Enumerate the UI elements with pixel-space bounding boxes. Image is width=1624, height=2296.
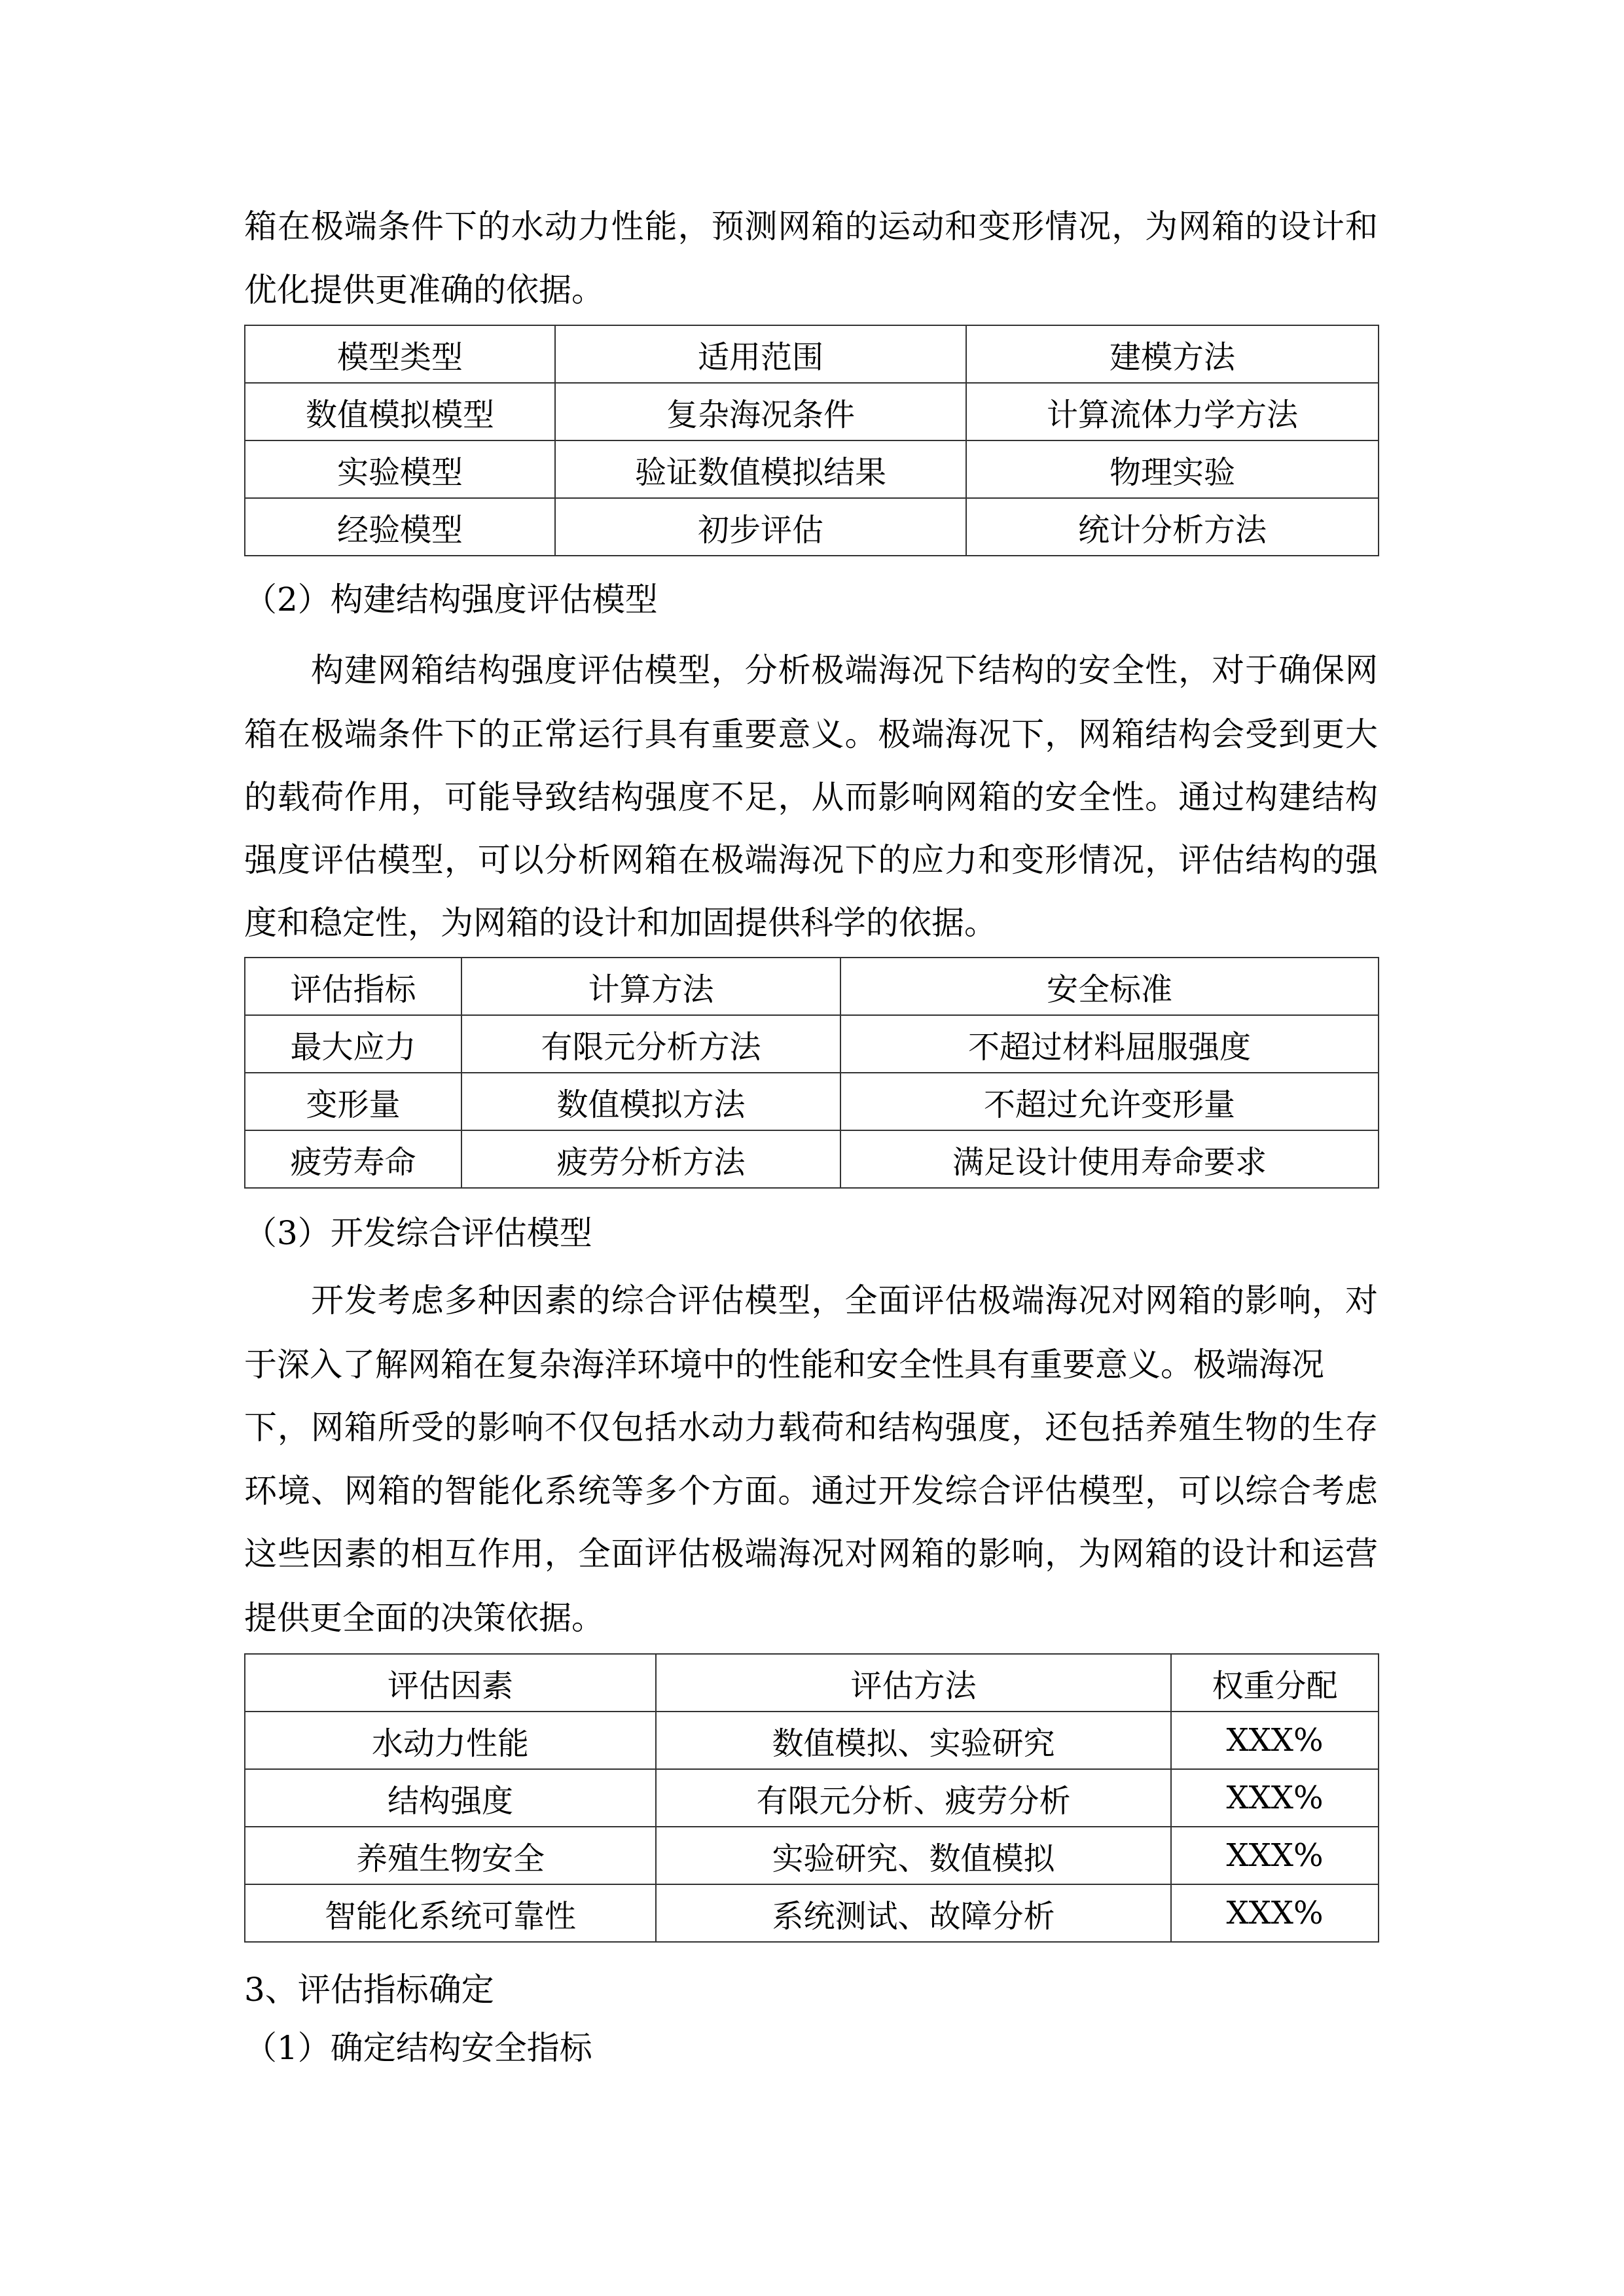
table-cell: 水动力性能 — [245, 1712, 656, 1769]
table-row — [245, 1884, 1379, 1942]
table-row — [245, 1712, 1379, 1769]
table-row — [245, 1073, 1379, 1130]
table-cell: 复杂海况条件 — [555, 383, 966, 440]
table-cell: 最大应力 — [245, 1015, 461, 1073]
table-header-cell: 建模方法 — [966, 325, 1379, 383]
table-cell: 数值模拟方法 — [461, 1073, 840, 1130]
table-header-cell: 评估因素 — [245, 1654, 656, 1712]
table-header-cell: 评估方法 — [656, 1654, 1171, 1712]
table-cell: 物理实验 — [966, 440, 1379, 498]
paragraph-line: 提供更全面的决策依据。 — [244, 1599, 604, 1637]
paragraph-line: 的载荷作用，可能导致结构强度不足，从而影响网箱的安全性。通过构建结构 — [244, 778, 1378, 816]
paragraph-line: 这些因素的相互作用，全面评估极端海况对网箱的影响，为网箱的设计和运营 — [244, 1535, 1378, 1573]
table-row — [245, 1015, 1379, 1073]
section-title: 3、评估指标确定 — [244, 1971, 494, 2009]
table-cell: 有限元分析、疲劳分析 — [656, 1769, 1171, 1827]
model-types-table — [244, 325, 1379, 556]
section-heading-3: （3）开发综合评估模型 — [244, 1214, 592, 1252]
table-cell: 疲劳分析方法 — [461, 1130, 840, 1188]
table-header-row — [245, 958, 1379, 1015]
table-header-cell: 适用范围 — [555, 325, 966, 383]
table-cell: XXX% — [1171, 1769, 1379, 1827]
section-heading-2: （2）构建结构强度评估模型 — [244, 581, 658, 619]
table-header-cell: 安全标准 — [840, 958, 1379, 1015]
paragraph-line: 于深入了解网箱在复杂海洋环境中的性能和安全性具有重要意义。极端海况 — [244, 1346, 1324, 1384]
table-row — [245, 1769, 1379, 1827]
table-cell: 疲劳寿命 — [245, 1130, 461, 1188]
table-cell: 满足设计使用寿命要求 — [840, 1130, 1379, 1188]
table-cell: 经验模型 — [245, 498, 555, 556]
table-header-cell: 权重分配 — [1171, 1654, 1379, 1712]
table-row — [245, 383, 1379, 440]
structural-strength-table — [244, 957, 1379, 1189]
table-row — [245, 498, 1379, 556]
paragraph-line: 箱在极端条件下的正常运行具有重要意义。极端海况下，网箱结构会受到更大 — [244, 715, 1378, 753]
table-header-cell: 计算方法 — [461, 958, 840, 1015]
paragraph-line: 下，网箱所受的影响不仅包括水动力载荷和结构强度，还包括养殖生物的生存 — [244, 1408, 1378, 1446]
table-cell: XXX% — [1171, 1712, 1379, 1769]
paragraph-line: 度和稳定性，为网箱的设计和加固提供科学的依据。 — [244, 904, 997, 942]
table-row — [245, 1130, 1379, 1188]
table-cell: XXX% — [1171, 1827, 1379, 1884]
table-cell: 不超过材料屈服强度 — [840, 1015, 1379, 1073]
table-cell: XXX% — [1171, 1884, 1379, 1942]
table-cell: 结构强度 — [245, 1769, 656, 1827]
paragraph-line: 箱在极端条件下的水动力性能，预测网箱的运动和变形情况，为网箱的设计和 — [244, 207, 1378, 245]
table-cell: 系统测试、故障分析 — [656, 1884, 1171, 1942]
subsection-title: （1）确定结构安全指标 — [244, 2029, 592, 2067]
table-row — [245, 440, 1379, 498]
table-cell: 初步评估 — [555, 498, 966, 556]
table-row — [245, 1827, 1379, 1884]
table-cell: 实验研究、数值模拟 — [656, 1827, 1171, 1884]
table-header-row — [245, 1654, 1379, 1712]
table-cell: 数值模拟模型 — [245, 383, 555, 440]
table-header-row — [245, 325, 1379, 383]
table-cell: 有限元分析方法 — [461, 1015, 840, 1073]
table-cell: 验证数值模拟结果 — [555, 440, 966, 498]
paragraph-line: 优化提供更准确的依据。 — [244, 271, 604, 309]
paragraph-line: 强度评估模型，可以分析网箱在极端海况下的应力和变形情况，评估结构的强 — [244, 841, 1378, 879]
table-cell: 实验模型 — [245, 440, 555, 498]
paragraph-line: 开发考虑多种因素的综合评估模型，全面评估极端海况对网箱的影响，对 — [311, 1282, 1378, 1319]
table-cell: 智能化系统可靠性 — [245, 1884, 656, 1942]
paragraph-line: 环境、网箱的智能化系统等多个方面。通过开发综合评估模型，可以综合考虑 — [244, 1472, 1378, 1510]
table-cell: 计算流体力学方法 — [966, 383, 1379, 440]
table-cell: 变形量 — [245, 1073, 461, 1130]
table-cell: 养殖生物安全 — [245, 1827, 656, 1884]
comprehensive-evaluation-table — [244, 1653, 1379, 1943]
table-cell: 不超过允许变形量 — [840, 1073, 1379, 1130]
table-header-cell: 评估指标 — [245, 958, 461, 1015]
table-cell: 数值模拟、实验研究 — [656, 1712, 1171, 1769]
paragraph-line: 构建网箱结构强度评估模型，分析极端海况下结构的安全性，对于确保网 — [311, 651, 1378, 689]
table-cell: 统计分析方法 — [966, 498, 1379, 556]
table-header-cell: 模型类型 — [245, 325, 555, 383]
